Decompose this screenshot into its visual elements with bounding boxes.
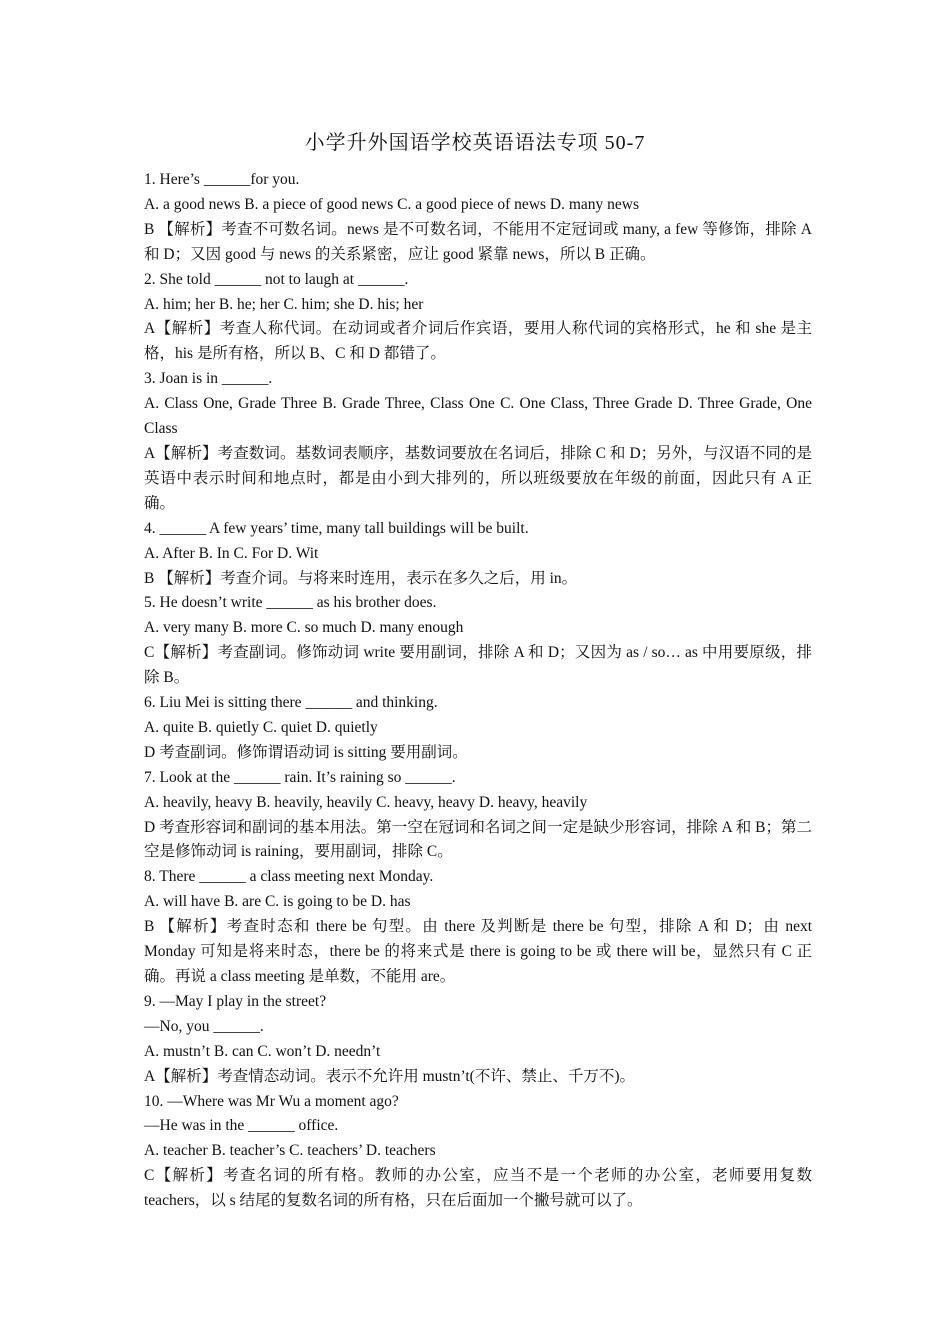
question-10 <box>144 1090 812 1215</box>
question-stem: 4. ______ A few years’ time, many tall buildings will be built. <box>144 519 529 537</box>
question-stem: 1. Here’s ______for you. <box>144 171 300 188</box>
question-options: A. teacher B. teacher’s C. teachers’ D. teachers <box>144 1142 436 1160</box>
question-analysis: B 【解析】考查时态和 there be 句型。由 there 及判断是 there be 句型，排除 A 和 D；由 next Monday 可知是将来时态，there be 的将来式是 there is going to be 或 there will be，显然只有 C 正确。再说 a class meeting 是单数，不能用 are。 <box>144 918 812 985</box>
question-stem: 6. Liu Mei is sitting there ______ and thinking. <box>144 694 438 712</box>
question-options: A. After B. In C. For D. Wit <box>144 544 319 562</box>
question-options: A. will have B. are C. is going to be D. has <box>144 893 411 911</box>
question-9 <box>144 990 812 1090</box>
question-options: A. Class One, Grade Three B. Grade Three, Class One C. One Class, Three Grade D. Three Grade, One Class <box>144 395 812 438</box>
question-analysis: A【解析】考查人称代词。在动词或者介词后作宾语，要用人称代词的宾格形式，he 和 she 是主格，his 是所有格，所以 B、C 和 D 都错了。 <box>144 320 812 363</box>
question-analysis: D 考查形容词和副词的基本用法。第一空在冠词和名词之间一定是缺少形容词，排除 A 和 B；第二空是修饰动词 is raining，要用副词，排除 C。 <box>144 818 812 861</box>
question-3 <box>144 367 812 516</box>
question-analysis: A【解析】考查情态动词。表示不允许用 mustn’t(不许、禁止、千万不)。 <box>144 1067 635 1085</box>
question-options: A. quite B. quietly C. quiet D. quietly <box>144 718 378 736</box>
question-analysis: D 考查副词。修饰谓语动词 is sitting 要用副词。 <box>144 743 468 761</box>
question-reply: —No, you ______. <box>144 1017 264 1035</box>
question-analysis: A【解析】考查数词。基数词表顺序，基数词要放在名词后，排除 C 和 D；另外，与汉语不同的是英语中表示时间和地点时，都是由小到大排列的，所以班级要放在年级的前面，因此只有 A 正确。 <box>144 444 812 512</box>
question-7 <box>144 766 812 866</box>
question-stem: 2. She told ______ not to laugh at ______. <box>144 270 409 288</box>
question-options: A. very many B. more C. so much D. many enough <box>144 619 464 637</box>
question-analysis: B 【解析】考查介词。与将来时连用，表示在多久之后，用 in。 <box>144 569 578 587</box>
question-stem: 10. —Where was Mr Wu a moment ago? <box>144 1092 399 1110</box>
question-analysis: B 【解析】考查不可数名词。news 是不可数名词，不能用不定冠词或 many, a few 等修饰，排除 A 和 D；又因 good 与 news 的关系紧密，应让 good 紧靠 news，所以 B 正确。 <box>144 220 812 263</box>
question-6 <box>144 691 812 766</box>
question-8 <box>144 865 812 990</box>
question-list <box>144 168 812 1214</box>
question-reply: —He was in the ______ office. <box>144 1117 339 1135</box>
question-stem: 3. Joan is in ______. <box>144 370 273 388</box>
question-options: A. mustn’t B. can C. won’t D. needn’t <box>144 1042 381 1060</box>
question-4 <box>144 517 812 592</box>
question-options: A. him; her B. he; her C. him; she D. his; her <box>144 295 424 313</box>
question-options: A. a good news B. a piece of good news C. a good piece of news D. many news <box>144 195 640 213</box>
question-1 <box>144 168 812 268</box>
question-options: A. heavily, heavy B. heavily, heavily C. heavy, heavy D. heavy, heavily <box>144 793 588 811</box>
question-2 <box>144 268 812 368</box>
question-analysis: C【解析】考查副词。修饰动词 write 要用副词，排除 A 和 D；又因为 as / so… as 中用要原级，排除 B。 <box>144 644 812 687</box>
question-stem: 8. There ______ a class meeting next Monday. <box>144 868 434 886</box>
question-stem: 9. —May I play in the street? <box>144 992 327 1010</box>
question-5 <box>144 591 812 691</box>
page-title: 小学升外国语学校英语语法专项 50-7 <box>304 132 646 154</box>
question-stem: 7. Look at the ______ rain. It’s raining so ______. <box>144 768 456 786</box>
question-stem: 5. He doesn’t write ______ as his brother does. <box>144 594 437 612</box>
question-analysis: C【解析】考查名词的所有格。教师的办公室，应当不是一个老师的办公室，老师要用复数 teachers，以 s 结尾的复数名词的所有格，只在后面加一个撇号就可以了。 <box>144 1167 812 1210</box>
